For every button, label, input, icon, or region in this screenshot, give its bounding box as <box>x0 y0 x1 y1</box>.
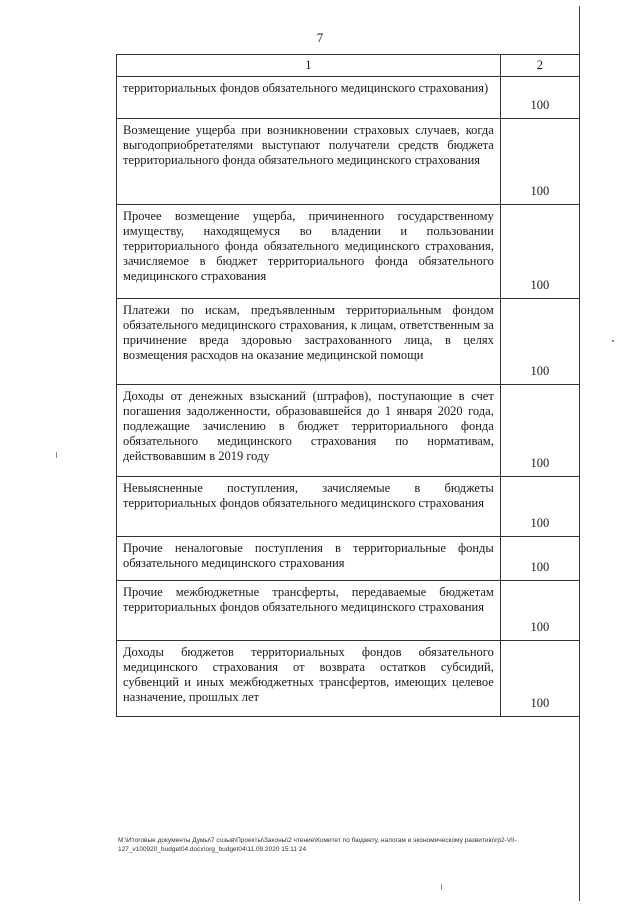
row-description: Возмещение ущерба при возникновении страховых случаев, когда выгодоприобретателями выступают получатели средств бюджета территориального фонда обязательного медицинского страхования <box>117 119 501 205</box>
row-description: территориальных фондов обязательного медицинского страхования) <box>117 77 501 119</box>
row-description: Доходы бюджетов территориальных фондов обязательного медицинского страхования от возврата остатков субсидий, субвенций и иных межбюджетных трансфертов, имеющих целевое назначение, прошлых лет <box>117 641 501 717</box>
row-description: Доходы от денежных взысканий (штрафов), поступающие в счет погашения задолженности, образовавшейся до 1 января 2020 года, подлежащие зачислению в бюджет территориального фонда обязательного медицинского страхования по нормативам, действовавшим в 2019 году <box>117 385 501 477</box>
budget-revenue-table <box>116 54 580 717</box>
row-value: 100 <box>500 205 579 299</box>
row-value: 100 <box>500 537 579 581</box>
row-value: 100 <box>500 385 579 477</box>
table-header-row <box>117 55 580 77</box>
row-description: Платежи по искам, предъявленным территориальным фондом обязательного медицинского страхования, к лицам, ответственным за причинение вреда здоровью застрахованного лица, в целях возмещения расходов на оказание медицинской помощи <box>117 299 501 385</box>
scan-speck <box>612 340 614 342</box>
scan-speck <box>441 884 442 890</box>
row-value: 100 <box>500 641 579 717</box>
page-number: 7 <box>316 30 324 45</box>
row-value: 100 <box>500 77 579 119</box>
table-row <box>117 205 580 299</box>
table-row <box>117 299 580 385</box>
table-row <box>117 537 580 581</box>
footer-path-line-1: M:\Итоговые документы Думы\7 созыв\Проекты\Законы\2 чтение\Комитет по бюджету, налогам и экономическому развитию\rp2-VII- <box>118 837 517 844</box>
row-description: Прочее возмещение ущерба, причиненного государственному имуществу, находящемуся во владении и пользовании территориального фонда обязательного медицинского страхования, зачисляемое в бюджет территориального фонда обязательного медицинского страхования <box>117 205 501 299</box>
table-row <box>117 385 580 477</box>
row-description: Прочие межбюджетные трансферты, передаваемые бюджетам территориальных фондов обязательного медицинского страхования <box>117 581 501 641</box>
row-value: 100 <box>500 581 579 641</box>
scan-speck <box>56 452 57 458</box>
row-description: Прочие неналоговые поступления в территориальные фонды обязательного медицинского страхования <box>117 537 501 581</box>
row-value: 100 <box>500 477 579 537</box>
column-header-1: 1 <box>117 55 501 77</box>
row-value: 100 <box>500 119 579 205</box>
column-header-2: 2 <box>500 55 579 77</box>
table-row <box>117 477 580 537</box>
row-description: Невыясненные поступления, зачисляемые в бюджеты территориальных фондов обязательного медицинского страхования <box>117 477 501 537</box>
table-row <box>117 641 580 717</box>
document-path-footer <box>118 836 618 854</box>
table-row <box>117 77 580 119</box>
table-row <box>117 581 580 641</box>
table-row <box>117 119 580 205</box>
row-value: 100 <box>500 299 579 385</box>
footer-path-line-2: 127_v100920_budget04.docx\org_budget04\11.09.2020 15:11 24 <box>118 846 307 853</box>
